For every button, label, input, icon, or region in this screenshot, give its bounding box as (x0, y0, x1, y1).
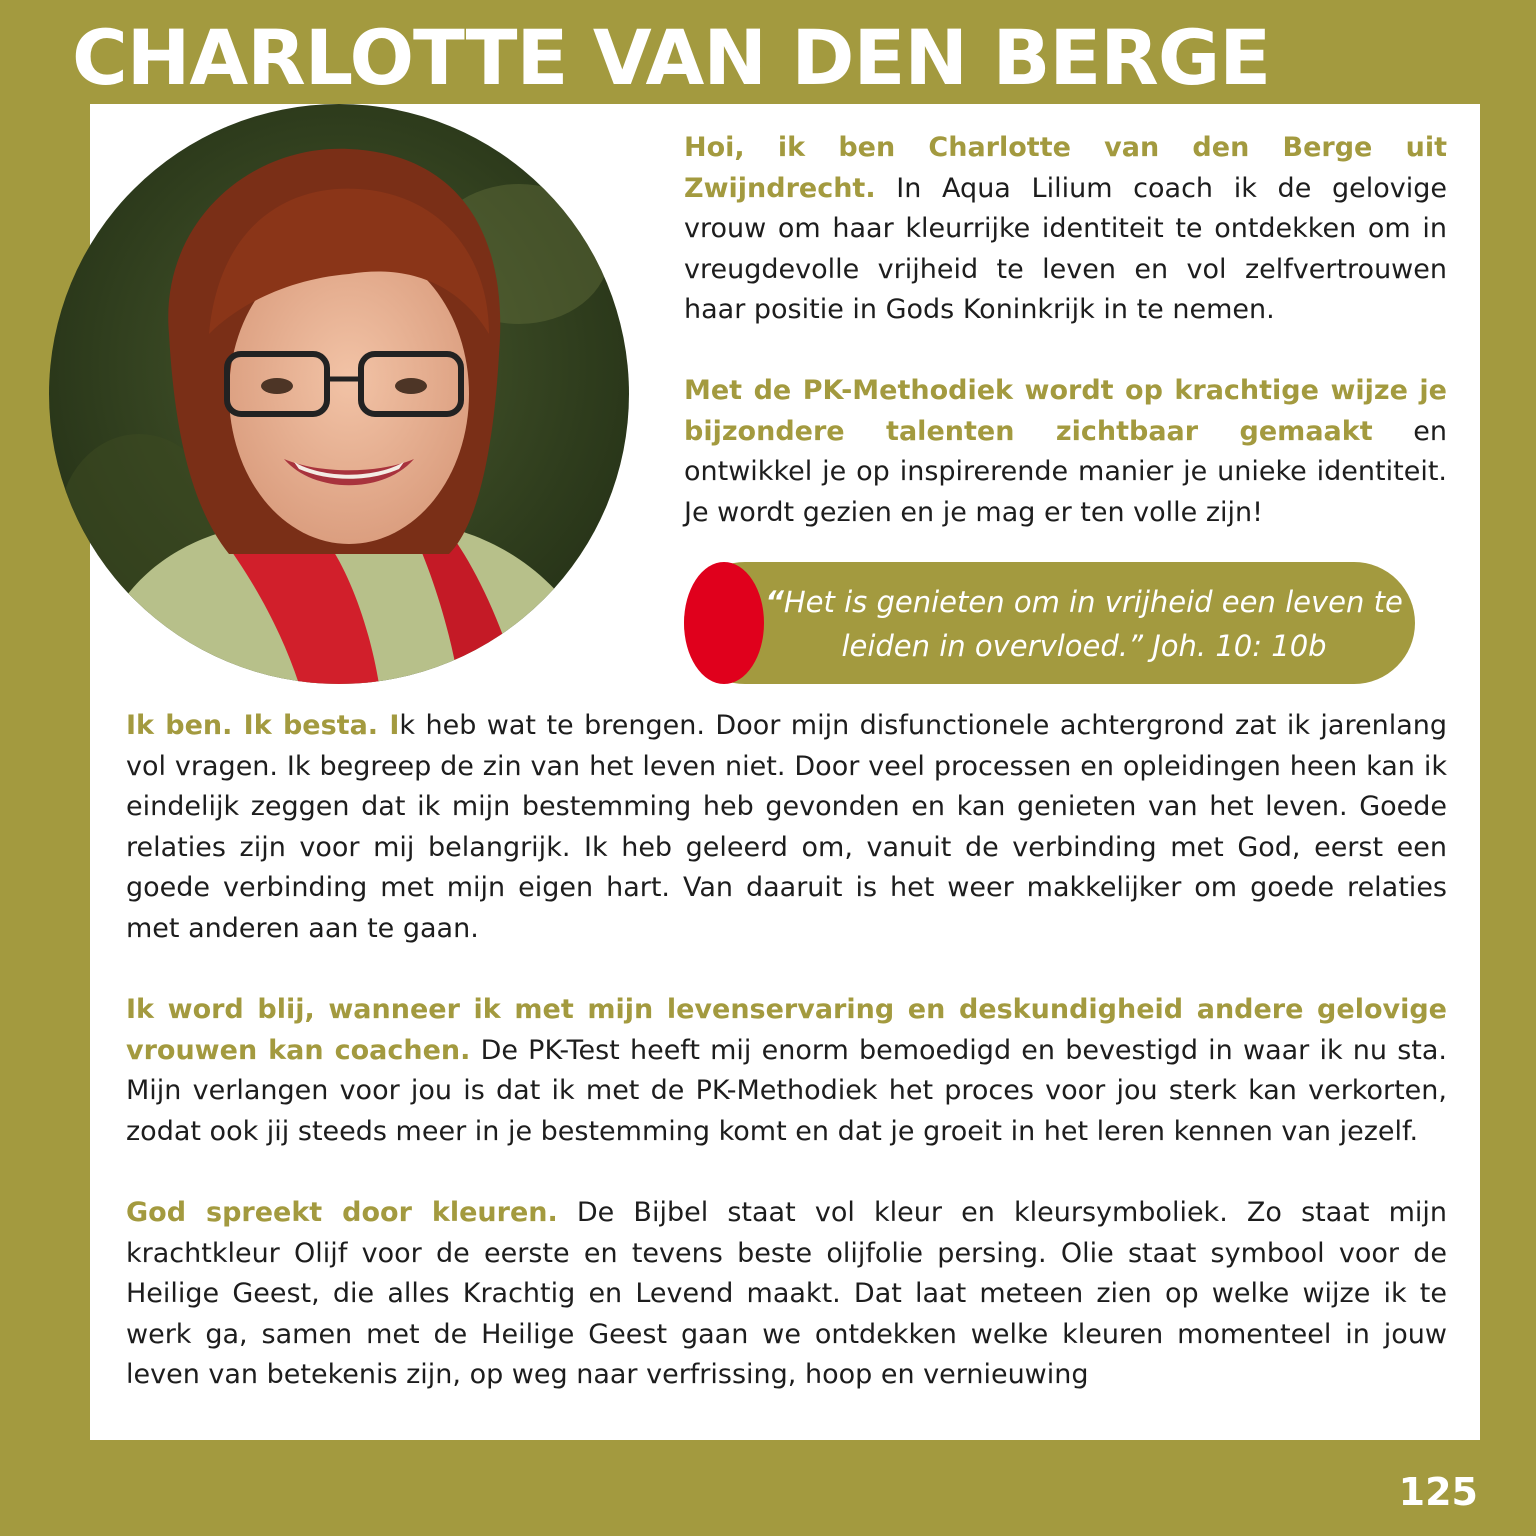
story-paragraph (126, 706, 1447, 949)
quote-mark: “ (765, 585, 784, 619)
story-highlight: Ik ben. Ik besta. I (126, 710, 400, 741)
intro-highlight: Hoi, ik ben Charlotte van den Berge uit Zwijndrecht. (684, 132, 1447, 204)
method-text: en ontwikkel je op inspirerende manier je unieke identiteit. Je wordt gezien en je mag er ten volle zijn! (684, 415, 1448, 528)
quote-dot-icon (684, 562, 764, 684)
intro-text: In Aqua Lilium coach ik de gelovige vrouw om haar kleurrijke identiteit te ontdekken om in vreugdevolle vrijheid te leven en vol zelfvertrouwen haar positie in Gods Koninkrijk in te nemen. (684, 172, 1447, 325)
story-text: k heb wat te brengen. Door mijn disfunctionele achtergrond zat ik jarenlang vol vragen. Ik begreep de zin van het leven niet. Door veel processen en opleidingen heen kan ik eindelijk zeggen dat ik mijn bestemming heb gevonden en kan genieten van het leven. Goede relaties zijn voor mij belangrijk. Ik heb geleerd om, vanuit de verbinding met God, eerst een goede verbinding met mijn eigen hart. Van daaruit is het weer makkelijker om goede relaties met anderen aan te gaan. (126, 710, 1447, 944)
method-highlight: Met de PK-Methodiek wordt op krachtige wijze je bijzondere talenten zichtbaar gemaakt (684, 375, 1447, 447)
page-title: CHARLOTTE VAN DEN BERGE (72, 13, 1271, 102)
portrait-illustration (49, 104, 629, 684)
coaching-text: De PK-Test heeft mij enorm bemoedigd en bevestigd in waar ik nu sta. Mijn verlangen voor jou is dat ik met de PK-Methodiek het proces voor jou sterk kan verkorten, zodat ook jij steeds meer in je bestemming komt en dat je groeit in het leren kennen van jezelf. (126, 1034, 1447, 1147)
colours-paragraph (126, 1193, 1447, 1396)
portrait-photo (49, 104, 629, 684)
coaching-paragraph (126, 990, 1447, 1152)
bible-quote (764, 580, 1404, 668)
coaching-highlight: Ik word blij, wanneer ik met mijn levenservaring en deskundigheid andere gelovige vrouwen kan coachen. (126, 994, 1447, 1066)
intro-paragraph (684, 128, 1447, 331)
method-paragraph (684, 371, 1447, 533)
colours-text: De Bijbel staat vol kleur en kleursymboliek. Zo staat mijn krachtkleur Olijf voor de eerste en tevens beste olijfolie persing. Olie staat symbool voor de Heilige Geest, die alles Krachtig en Levend maakt. Dat laat meteen zien op welke wijze ik te werk ga, samen met de Heilige Geest gaan we ontdekken welke kleuren momenteel in jouw leven van betekenis zijn, op weg naar verfrissing, hoop en vernieuwing (126, 1197, 1447, 1390)
page-number: 125 (1398, 1470, 1478, 1514)
quote-text: Het is genieten om in vrijheid een leven te leiden in overvloed.” Joh. 10: 10b (783, 585, 1403, 663)
colours-highlight: God spreekt door kleuren. (126, 1197, 558, 1228)
